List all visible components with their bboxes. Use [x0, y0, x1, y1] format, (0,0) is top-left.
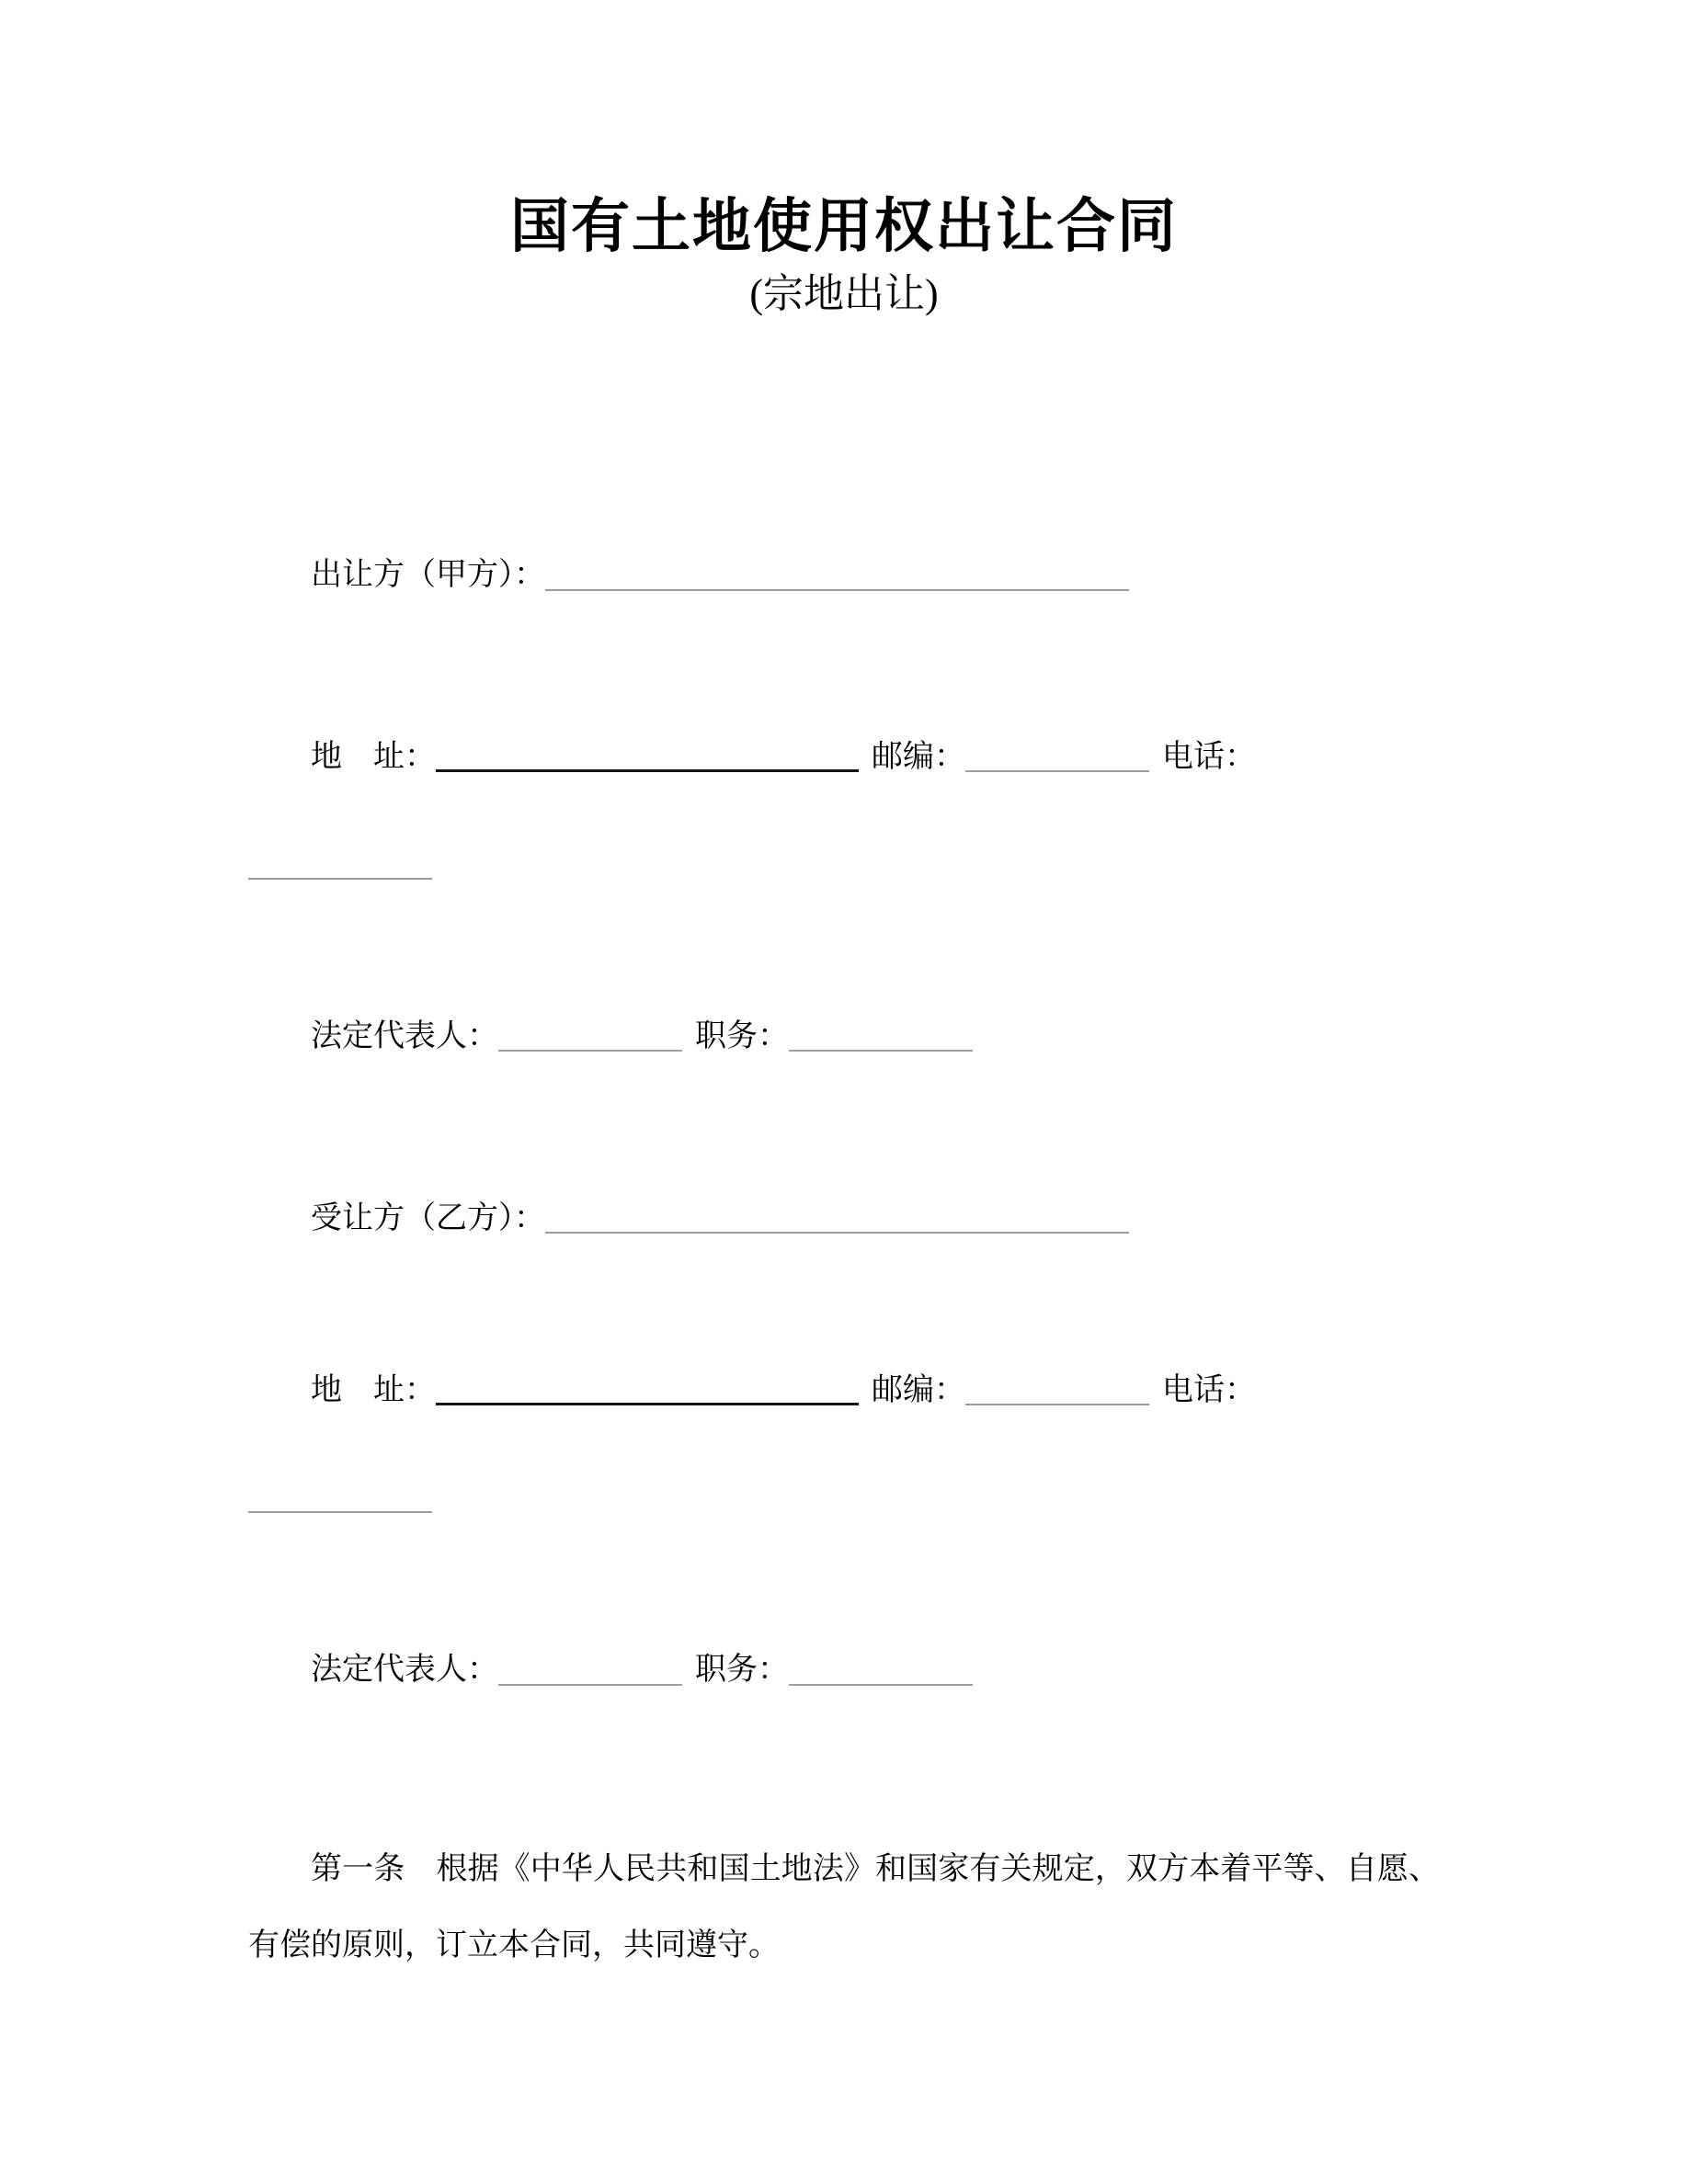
party-b-phone-blank	[248, 1479, 432, 1514]
party-b-rep-row	[248, 1647, 1440, 1692]
party-a-postal-blank	[965, 737, 1149, 772]
party-b-name-row	[248, 1196, 1440, 1241]
party-a-phone-blank	[248, 845, 432, 880]
party-b-name-blank	[545, 1199, 1129, 1234]
party-b-address-blank	[436, 1370, 859, 1405]
party-a-position-blank	[789, 1018, 973, 1052]
party-a-legal-rep-label: 法定代表人：	[311, 1019, 498, 1054]
party-b-address-label: 地 址：	[311, 1372, 436, 1407]
party-a-postal-label: 邮编：	[872, 739, 965, 774]
document-title: 国有土地使用权出让合同	[510, 193, 1178, 259]
party-a-address-blank	[436, 736, 859, 772]
party-b-legal-rep-blank	[498, 1651, 682, 1686]
party-a-position-label: 职务：	[695, 1019, 789, 1054]
party-b-address-row	[248, 1368, 1440, 1413]
article-1-paragraph: 第一条 根据《中华人民共和国土地法》和国家有关规定，双方本着平等、自愿、有偿的原则，订立本合同，共同遵守。	[248, 1851, 1440, 1963]
party-a-name-blank	[545, 556, 1129, 591]
party-b-phone-cont-row	[248, 1475, 1440, 1520]
party-b-legal-rep-label: 法定代表人：	[311, 1653, 498, 1688]
party-a-rep-row	[248, 1014, 1440, 1059]
party-b-phone-label: 电话：	[1162, 1372, 1256, 1407]
party-b-name-label: 受让方（乙方）：	[311, 1200, 545, 1235]
party-a-address-label: 地 址：	[311, 739, 436, 774]
party-a-phone-cont-row	[248, 842, 1440, 887]
party-a-address-row	[248, 734, 1440, 779]
party-b-postal-label: 邮编：	[872, 1372, 965, 1407]
party-b-position-blank	[789, 1651, 973, 1686]
party-a-name-label: 出让方（甲方）：	[311, 558, 545, 593]
party-a-phone-label: 电话：	[1162, 739, 1256, 774]
party-b-postal-blank	[965, 1371, 1149, 1405]
party-a-legal-rep-blank	[498, 1018, 682, 1052]
party-b-position-label: 职务：	[695, 1653, 789, 1688]
document-subtitle: (宗地出让)	[749, 270, 939, 316]
party-a-name-row	[248, 552, 1440, 597]
